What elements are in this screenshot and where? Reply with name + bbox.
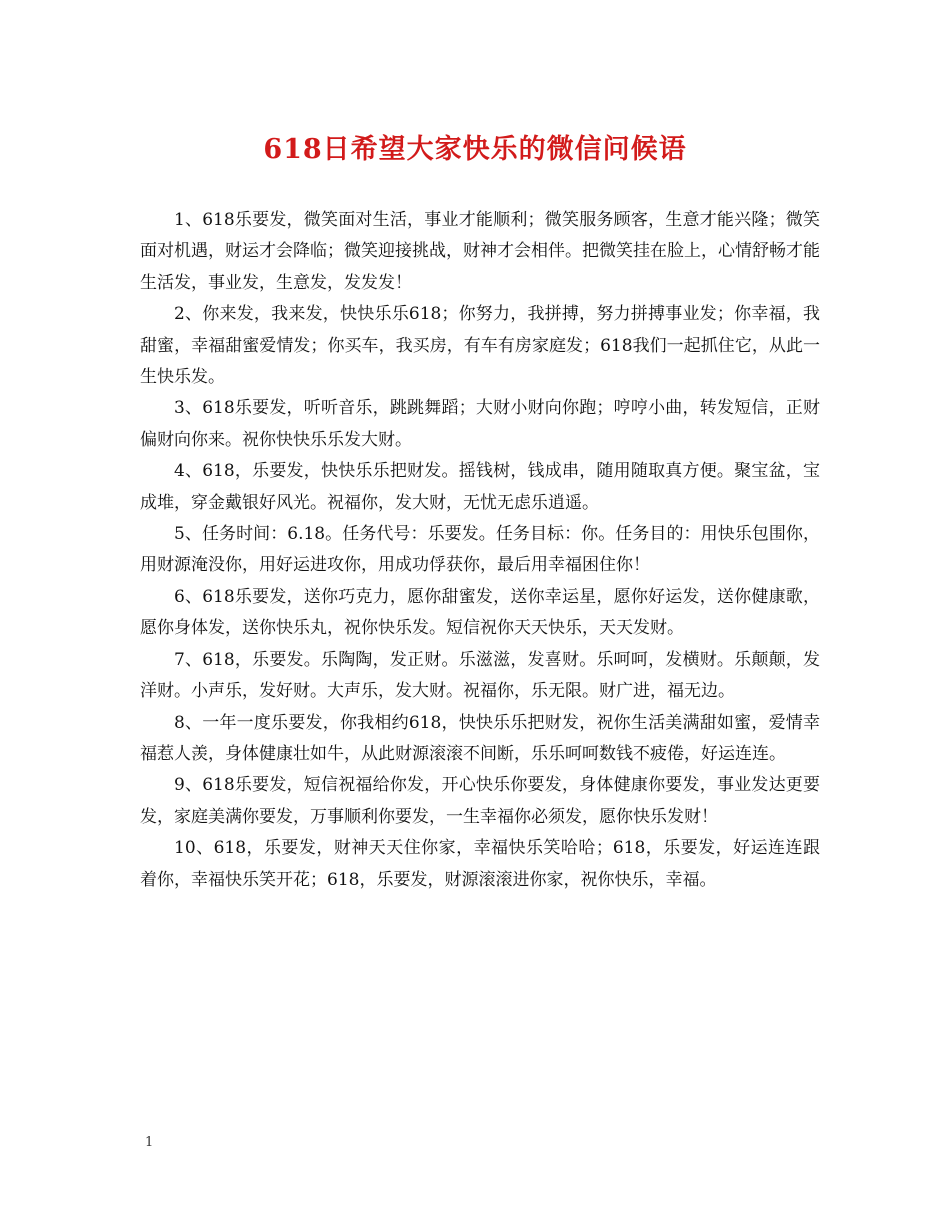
paragraph-8: 8、一年一度乐要发，你我相约618，快快乐乐把财发，祝你生活美满甜如蜜，爱情幸福惹人羡，身体健康壮如牛，从此财源滚滚不间断，乐乐呵呵数钱不疲倦，好运连连。 bbox=[140, 712, 820, 764]
paragraph-5: 5、任务时间：6.18。任务代号：乐要发。任务目标：你。任务目的：用快乐包围你，用财源淹没你，用好运进攻你，用成功俘获你，最后用幸福困住你！ bbox=[140, 524, 820, 576]
paragraph-10: 10、618，乐要发，财神天天住你家，幸福快乐笑哈哈；618，乐要发，好运连连跟着你，幸福快乐笑开花；618，乐要发，财源滚滚进你家，祝你快乐，幸福。 bbox=[140, 838, 820, 890]
paragraph-7: 7、618，乐要发。乐陶陶，发正财。乐滋滋，发喜财。乐呵呵，发横财。乐颠颠，发洋财。小声乐，发好财。大声乐，发大财。祝福你，乐无限。财广进，福无边。 bbox=[140, 649, 820, 702]
paragraph-4: 4、618，乐要发，快快乐乐把财发。摇钱树，钱成串，随用随取真方便。聚宝盆，宝成堆，穿金戴银好风光。祝福你，发大财，无忧无虑乐逍遥。 bbox=[140, 461, 820, 513]
page-title: 618日希望大家快乐的微信问候语 bbox=[263, 134, 687, 165]
paragraph-9: 9、618乐要发，短信祝福给你发，开心快乐你要发，身体健康你要发，事业发达更要发，家庭美满你要发，万事顺利你要发，一生幸福你必须发，愿你快乐发财！ bbox=[140, 775, 820, 827]
paragraph-6: 6、618乐要发，送你巧克力，愿你甜蜜发，送你幸运星，愿你好运发，送你健康歌，愿你身体发，送你快乐丸，祝你快乐发。短信祝你天天快乐，天天发财。 bbox=[140, 586, 820, 639]
page-number: 1 bbox=[145, 1135, 154, 1150]
paragraph-2: 2、你来发，我来发，快快乐乐618；你努力，我拼搏，努力拼搏事业发；你幸福，我甜蜜，幸福甜蜜爱情发；你买车，我买房，有车有房家庭发；618我们一起抓住它，从此一生快乐发。 bbox=[140, 304, 820, 388]
paragraph-1: 1、618乐要发，微笑面对生活，事业才能顺利；微笑服务顾客，生意才能兴隆；微笑面对机遇，财运才会降临；微笑迎接挑战，财神才会相伴。把微笑挂在脸上，心情舒畅才能生活发，事业发，生意发，发发发！ bbox=[140, 210, 820, 293]
paragraph-3: 3、618乐要发，听听音乐，跳跳舞蹈；大财小财向你跑；哼哼小曲，转发短信，正财偏财向你来。祝你快快乐乐发大财。 bbox=[140, 398, 820, 450]
body-text bbox=[140, 205, 820, 896]
